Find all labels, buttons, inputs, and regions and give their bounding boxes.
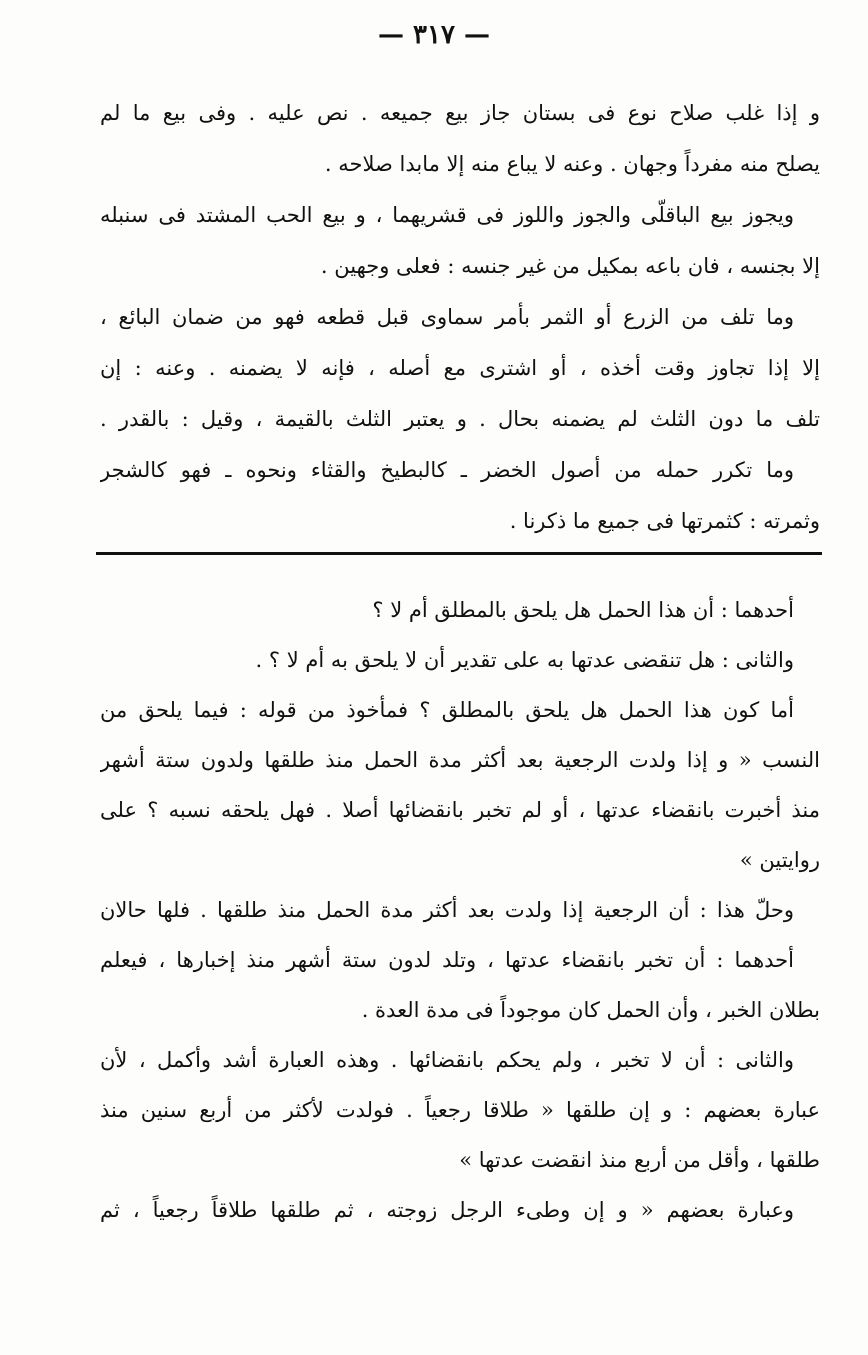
footnote-line-3: أما كون هذا الحمل هل يلحق بالمطلق ؟ فمأخوذ من قوله : فيما يلحق من — [100, 698, 794, 722]
footnote-line-10: والثانى : أن لا تخبر ، ولم يحكم بانقضائها . وهذه العبارة أشد وأكمل ، لأن — [100, 1048, 794, 1072]
footnote-line-11: عبارة بعضهم : و إن طلقها « طلاقا رجعياً . فولدت لأكثر من أربع سنين منذ — [100, 1098, 820, 1122]
main-line-4: إلا بجنسه ، فان باعه بمكيل من غير جنسه : فعلى وجهين . — [320, 254, 820, 278]
footnote-line-7: وحلّ هذا : أن الرجعية إذا ولدت بعد أكثر مدة الحمل منذ طلقها . فلها حالان — [100, 898, 794, 922]
page-number: — ٣١٧ — — [377, 20, 491, 50]
main-line-2: يصلح منه مفرداً وجهان . وعنه لا يباع منه إلا مابدا صلاحه . — [324, 152, 820, 176]
footnote-line-2: والثانى : هل تنقضى عدتها به على تقدير أن لا يلحق به أم لا ؟ . — [255, 648, 794, 672]
footnote-text — [100, 585, 820, 1235]
footnote-line-12: طلقها ، وأقل من أربع منذ انقضت عدتها » — [459, 1148, 820, 1172]
main-line-7: تلف ما دون الثلث لم يضمنه بحال . و يعتبر الثلث بالقيمة ، وقيل : بالقدر . — [100, 407, 820, 431]
footnote-line-4: النسب « و إذا ولدت الرجعية بعد أكثر مدة الحمل منذ طلقها ولدون ستة أشهر — [100, 748, 820, 772]
footnote-line-8: أحدهما : أن تخبر بانقضاء عدتها ، وتلد لدون ستة أشهر منذ إخبارها ، فيعلم — [100, 948, 794, 972]
main-line-1: و إذا غلب صلاح نوع فى بستان جاز بيع جميعه . نص عليه . وفى بيع ما لم — [100, 101, 820, 125]
main-text — [100, 88, 820, 547]
main-line-6: إلا إذا تجاوز وقت أخذه ، أو اشترى مع أصله ، فإنه لا يضمنه . وعنه : إن — [100, 356, 820, 380]
footnote-divider — [96, 552, 822, 555]
footnote-line-1: أحدهما : أن هذا الحمل هل يلحق بالمطلق أم لا ؟ — [372, 598, 794, 622]
main-line-9: وثمرته : كثمرتها فى جميع ما ذكرنا . — [509, 509, 820, 533]
footnote-line-9: بطلان الخبر ، وأن الحمل كان موجوداً فى مدة العدة . — [361, 998, 820, 1022]
main-line-5: وما تلف من الزرع أو الثمر بأمر سماوى قبل قطعه فهو من ضمان البائع ، — [100, 305, 794, 329]
footnote-line-5: منذ أخبرت بانقضاء عدتها ، أو لم تخبر بانقضائها أصلا . فهل يلحقه نسبه ؟ على — [100, 798, 820, 822]
main-line-3: ويجوز بيع الباقلّى والجوز واللوز فى قشريهما ، و بيع الحب المشتد فى سنبله — [100, 203, 794, 227]
footnote-line-6: روايتين » — [739, 848, 820, 872]
footnote-line-13: وعبارة بعضهم « و إن وطىء الرجل زوجته ، ثم طلقها طلاقاً رجعياً ، ثم — [100, 1198, 794, 1222]
main-line-8: وما تكرر حمله من أصول الخضر ـ كالبطيخ والقثاء ونحوه ـ فهو كالشجر — [100, 458, 794, 482]
